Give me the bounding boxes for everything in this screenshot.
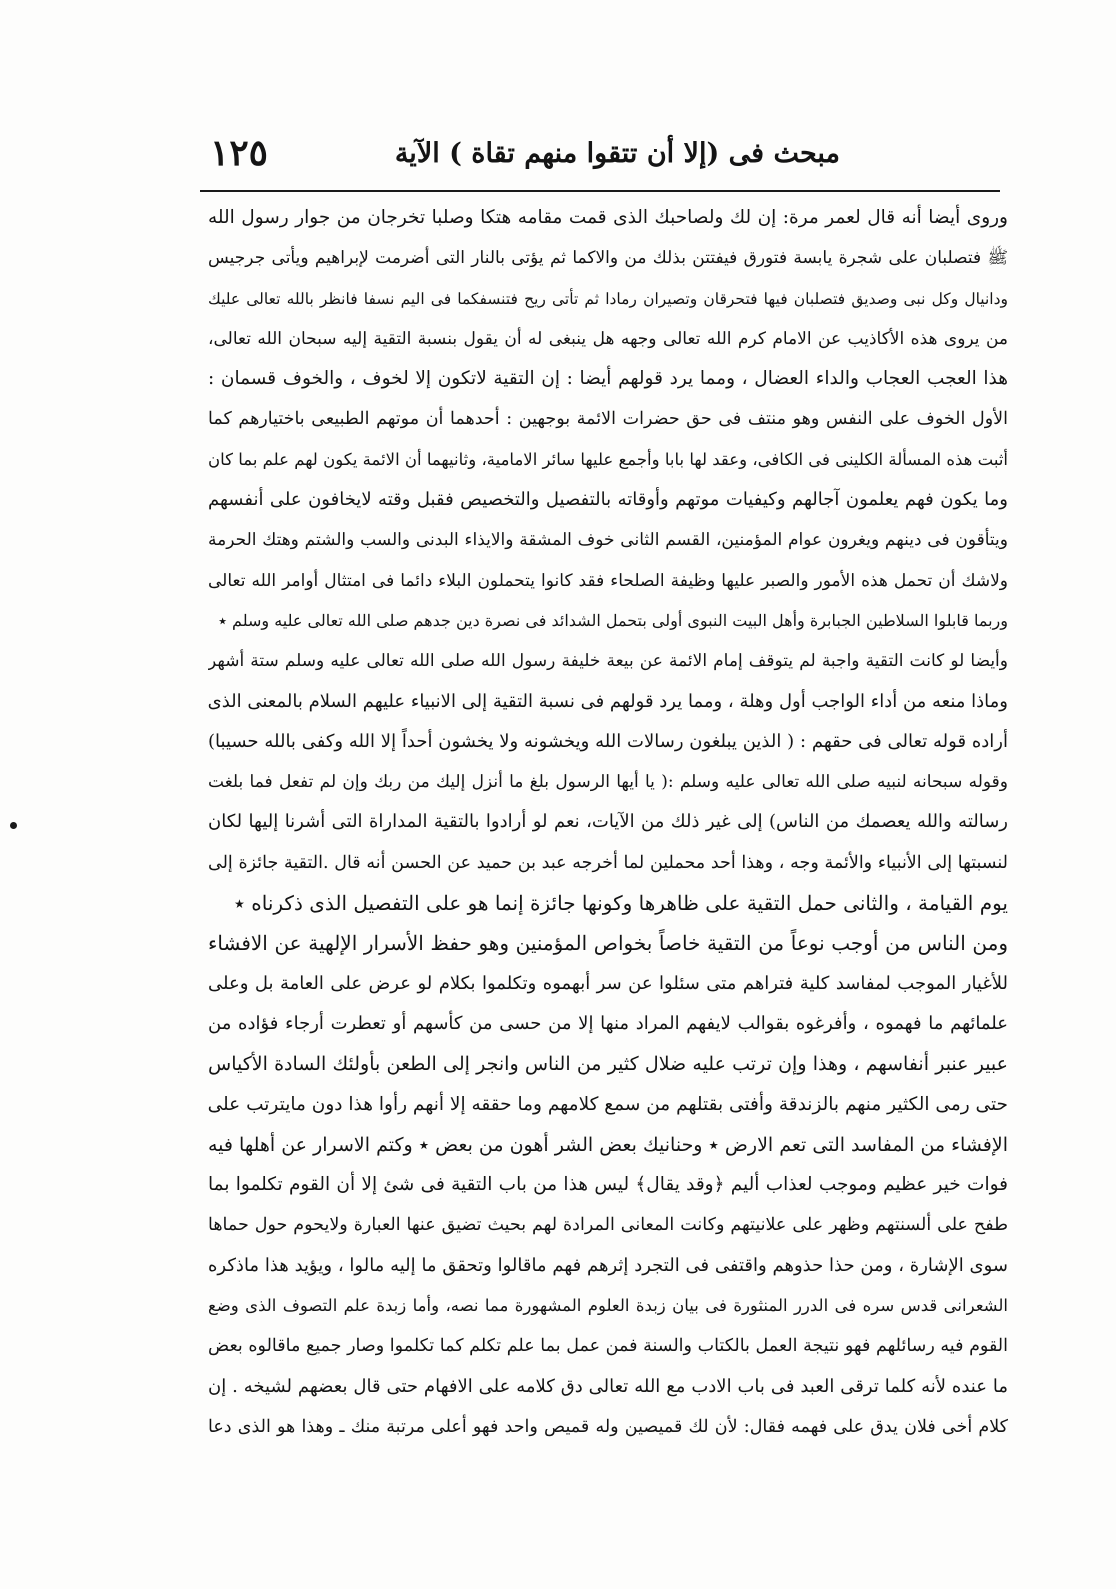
text-line: القوم فيه رسائلهم فهو نتيجة العمل بالكتاب والسنة فمن عمل بما علم تكلم كما تكلموا وصار جميع ماقالوه بعض — [208, 1336, 1008, 1357]
text-line: الشعرانى قدس سره فى الدرر المنثورة فى بيان زبدة العلوم المشهورة مما نصه، وأما زبدة علم التصوف الذى وضع — [208, 1296, 1008, 1316]
text-line: الإفشاء من المفاسد التى تعم الارض ٭ وحنانيك بعض الشر أهون من بعض ٭ وكتم الاسرار عن أهلها فيه — [208, 1133, 1008, 1156]
text-line: الأول الخوف على النفس وهو منتف فى حق حضرات الائمة بوجهين : أحدهما أن موتهم الطبيعى باختيارهم كما — [208, 409, 1008, 430]
text-line: أثبت هذه المسألة الكلينى فى الكافى، وعقد لها بابا وأجمع عليها سائر الامامية، وثانيهما أن الائمة يكون لهم علم بما كان — [208, 449, 1008, 469]
text-line: ومن الناس من أوجب نوعاً من التقية خاصاً بخواص المؤمنين وهو حفظ الأسرار الإلهية عن الافشاء — [208, 931, 1008, 956]
text-line: حتى رمى الكثير منهم بالزندقة وأفتى بقتلهم من سمع كلامهم وما حققه إلا أنهم رأوا هذا دون مايترتب على — [208, 1093, 1008, 1115]
text-line: لنسبتها إلى الأنبياء والأئمة وجه ، وهذا أحد محملين لما أخرجه عبد بن حميد عن الحسن أنه قال .التقية جائزة إلى — [208, 852, 1008, 873]
running-title: مبحث فى (إلا أن تتقوا منهم تقاة ) الآية — [394, 138, 840, 169]
text-line: ويتأقون فى دينهم ويغرون عوام المؤمنين، القسم الثانى خوف المشقة والايذاء البدنى والسب والشتم وهتك الحرمة — [208, 530, 1008, 551]
text-line: فوات خير عظيم وموجب لعذاب أليم ﴿وقد يقال﴾ ليس هذا من باب التقية فى شئ إلا أن القوم تكلموا بما — [208, 1174, 1008, 1196]
text-line: وقوله سبحانه لنبيه صلى الله تعالى عليه وسلم :( يا أيها الرسول بلغ ما أنزل إليك من ربك وإن لم تفعل فما بلغت — [208, 772, 1008, 793]
page-number: ١٢٥ — [210, 132, 269, 174]
text-line: رسالته والله يعصمك من الناس) إلى غير ذلك من الآيات، نعم لو أرادوا بالتقية المداراة التى أشرنا إليها لكان — [208, 811, 1008, 833]
text-line: طفح على ألسنتهم وظهر على علانيتهم وكانت المعانى المرادة لهم بحيث تضيق عنها العبارة ولايحوم حول حماها — [208, 1215, 1008, 1236]
header-divider — [200, 190, 1000, 192]
text-line: يوم القيامة ، والثانى حمل التقية على ظاهرها وكونها جائزة إنما هو على التفصيل الذى ذكرناه ٭ — [234, 891, 1008, 916]
page-header — [200, 130, 1020, 188]
text-line: هذا العجب العجاب والداء العضال ، ومما يرد قولهم أيضا : إن التقية لاتكون إلا لخوف ، والخوف قسمان : — [208, 368, 1008, 390]
text-line: ودانيال وكل نبى وصديق فتصلبان فيها فتحرقان وتصيران رمادا ثم تأتى ريح فتنسفكما فى اليم نسفا فانظر بالله تعالى عليك — [208, 289, 1008, 308]
text-line: أراده قوله تعالى فى حقهم : ( الذين يبلغون رسالات الله ويخشونه ولا يخشون أحداً إلا الله وكفى بالله حسيبا) — [208, 730, 1008, 752]
text-line: من يروى هذه الأكاذيب عن الامام كرم الله تعالى وجهه هل ينبغى له أن يقول بنسبة التقية إليه سبحان الله تعالى، — [208, 328, 1008, 349]
text-line: وروى أيضا أنه قال لعمر مرة: إن لك ولصاحبك الذى قمت مقامه هتكا وصلبا تخرجان من جوار رسول الله — [208, 207, 1008, 228]
text-line: وربما قابلوا السلاطين الجبابرة وأهل البيت النبوى أولى بتحمل الشدائد فى نصرة دين جدهم صلى الله تعالى عليه وسلم ٭ — [218, 610, 1008, 630]
text-line: للأغيار الموجب لمفاسد كلية فتراهم متى سئلوا عن سر أبهموه وتكلموا بكلام لو عرض على العامة بل وعلى — [208, 972, 1008, 994]
text-line: ما عنده لأنه كلما ترقى العبد فى باب الادب مع الله تعالى دق كلامه على الافهام حتى قال بعضهم لشيخه . إن — [208, 1375, 1008, 1397]
text-line: علمائهم ما فهموه ، وأفرغوه بقوالب لايفهم المراد منها إلا من حسى من كأسهم أو تعطرت أرجاء فؤاده من — [208, 1012, 1008, 1034]
text-line: وماذا منعه من أداء الواجب أول وهلة ، ومما يرد قولهم فى نسبة التقية إلى الانبياء عليهم السلام بالمعنى الذى — [208, 690, 1008, 712]
text-line: وأيضا لو كانت التقية واجبة لم يتوقف إمام الائمة عن بيعة خليفة رسول الله صلى الله تعالى عليه وسلم ستة أشهر — [208, 651, 1008, 672]
text-line: سوى الإشارة ، ومن حذا حذوهم واقتفى فى التجرد إثرهم فهم ماقالوا وتحقق ما إليه مالوا ، ويؤيد هذا ماذكره — [208, 1254, 1008, 1276]
text-line: كلام أخى فلان يدق على فهمه فقال: لأن لك قميصين وله قميص واحد فهو أعلى مرتبة منك ـ وهذا هو الذى دعا — [208, 1416, 1008, 1437]
body-text — [208, 198, 1008, 1447]
text-line: ﷺ فتصلبان على شجرة يابسة فتورق فيفتتن بذلك من والاكما ثم يؤتى بالنار التى أضرمت لإبراهيم ويأتى جرجيس — [208, 248, 1008, 269]
text-line: ولاشك أن تحمل هذه الأمور والصبر عليها وظيفة الصلحاء فقد كانوا يتحملون البلاء دائما فى امتثال أوامر الله تعالى — [208, 570, 1008, 591]
text-line: وما يكون فهم يعلمون آجالهم وكيفيات موتهم وأوقاته بالتفصيل والتخصيص فقبل وقته لايخافون على أنفسهم — [208, 489, 1008, 511]
margin-dot — [10, 822, 17, 829]
text-line: عبير عنبر أنفاسهم ، وهذا وإن ترتب عليه ضلال كثير من الناس وانجر إلى الطعن بأولئك السادة الأكياس — [208, 1053, 1008, 1076]
